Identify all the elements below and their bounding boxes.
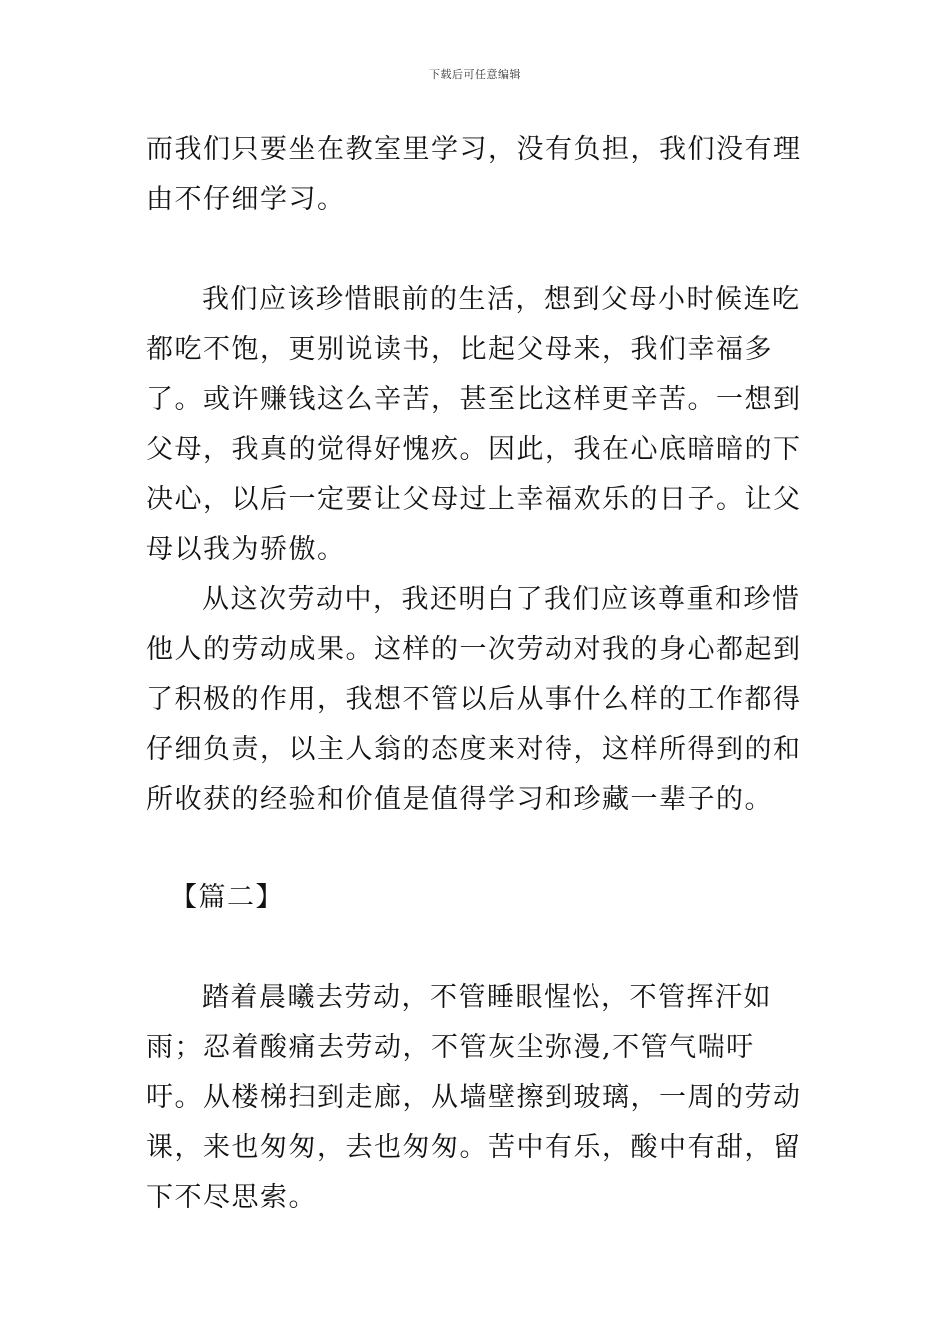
section-heading: 【篇二】 <box>170 882 284 913</box>
page-header-note: 下载后可任意编辑 <box>429 68 521 81</box>
paragraph-4: 踏着晨曦去劳动，不管睡眼惺忪，不管挥汗如雨；忍着酸痛去劳动，不管灰尘弥漫,不管气喘吁吁。从楼梯扫到走廊，从墙壁擦到玻璃，一周的劳动课，来也匆匆，去也匆匆。苦中有乐，酸中有甜，留下不尽思索。 <box>146 982 802 1213</box>
paragraph-2: 我们应该珍惜眼前的生活，想到父母小时候连吃都吃不饱，更别说读书，比起父母来，我们幸福多了。或许赚钱这么辛苦，甚至比这样更辛苦。一想到父母，我真的觉得好愧疚。因此，我在心底暗暗的下决心，以后一定要让父母过上幸福欢乐的日子。让父母以我为骄傲。 <box>146 284 802 565</box>
paragraph-1: 而我们只要坐在教室里学习，没有负担，我们没有理由不仔细学习。 <box>146 134 802 215</box>
paragraph-3: 从这次劳动中，我还明白了我们应该尊重和珍惜他人的劳动成果。这样的一次劳动对我的身心都起到了积极的作用，我想不管以后从事什么样的工作都得仔细负责，以主人翁的态度来对待，这样所得到的和所收获的经验和价值是值得学习和珍藏一辈子的。 <box>146 584 802 815</box>
